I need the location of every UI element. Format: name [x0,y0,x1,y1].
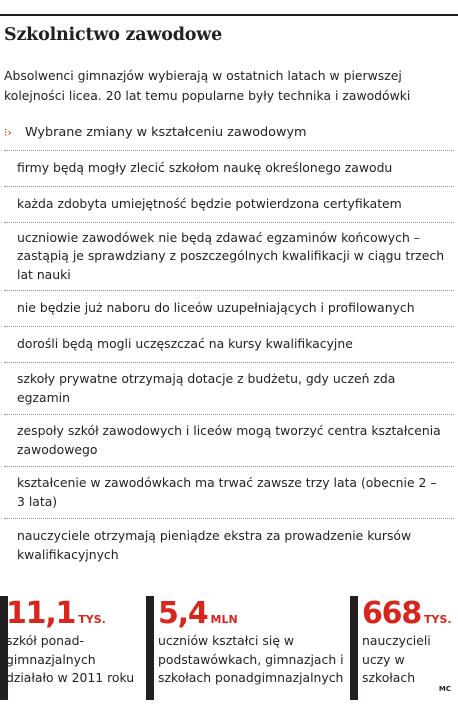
list-item: uczniowie zawodówek nie będą zdawać egzaminów końcowych – zastąpią je sprawdziany z poszczególnych kwalifikacji w ciągu trzech lat nauki [4,222,454,290]
stat-separator [350,596,358,700]
stat-value: 5,4 [158,596,208,631]
subtitle: Absolwenci gimnazjów wybierają w ostatnich latach w pierwszej kolejności licea. 20 lat temu popularne były technika i zawodówki [4,68,411,103]
list-heading-label: Wybrane zmiany w kształceniu zawodowym [25,125,307,140]
chevron-dots-icon: ⁝› [4,126,12,139]
stat-unit: TYS. [424,613,452,626]
stats-row [0,596,458,706]
list-item: firmy będą mogły zlecić szkołom naukę określonego zawodu [4,150,454,186]
list-heading [4,125,307,140]
list-item: zespoły szkół zawodowych i liceów mogą tworzyć centra kształcenia zawodowego [4,414,454,466]
stat-description: nauczycieli uczy w szkołach [362,633,431,685]
list-item: dorośli będą mogli uczęszczać na kursy kwalifikacyjne [4,326,454,362]
stat-teachers [362,596,454,688]
stat-unit: TYS. [78,613,106,626]
stat-students [158,596,344,688]
stat-description: szkół ponad-gimnazjalnych działało w 2011 roku [6,633,135,685]
credit: MC [438,685,451,693]
stat-unit: MLN [210,613,238,626]
list-item: nie będzie już naboru do liceów uzupełniających i profilowanych [4,290,454,326]
stat-value: 668 [362,596,422,631]
stat-separator [146,596,154,700]
changes-list [4,150,454,572]
stat-description: uczniów kształci się w podstawówkach, gimnazjach i szkołach ponadgimnazjalnych [158,633,344,685]
list-item: każda zdobyta umiejętność będzie potwierdzona certyfikatem [4,186,454,222]
stat-schools [6,596,140,688]
stat-value: 11,1 [6,596,76,631]
top-rule [0,14,458,16]
page-title: Szkolnictwo zawodowe [4,25,223,45]
list-item: szkoły prywatne otrzymają dotacje z budżetu, gdy uczeń zda egzamin [4,362,454,414]
list-item: nauczyciele otrzymają pieniądze ekstra za prowadzenie kursów kwalifikacyjnych [4,518,454,572]
list-item: kształcenie w zawodówkach ma trwać zawsze trzy lata (obecnie 2 – 3 lata) [4,466,454,518]
